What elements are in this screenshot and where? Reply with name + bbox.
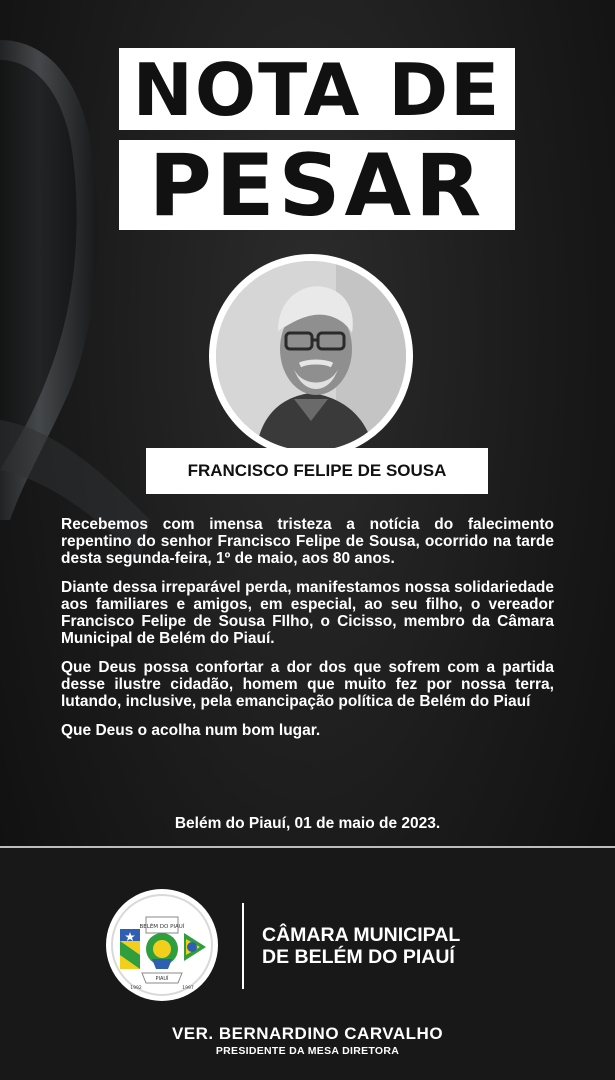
portrait-illustration <box>216 261 406 451</box>
portrait-photo <box>216 261 406 451</box>
signer-name: VER. BERNARDINO CARVALHO <box>171 1024 444 1043</box>
title-line-1: NOTA DE <box>119 48 515 130</box>
seal-text-left: 1992 <box>130 986 142 991</box>
seal-text-right: 1997 <box>182 986 194 991</box>
seal-emblem-icon <box>106 889 218 1001</box>
institution-line-2: DE BELÉM DO PIAUÍ <box>262 946 455 968</box>
institution-line-1: CÂMARA MUNICIPAL <box>262 924 461 946</box>
message-paragraph-4: Que Deus o acolha num bom lugar. <box>61 722 321 739</box>
date-line: Belém do Piauí, 01 de maio de 2023. <box>174 815 441 832</box>
municipal-seal-logo <box>106 889 218 1001</box>
deceased-name: FRANCISCO FELIPE DE SOUSA <box>146 448 488 494</box>
message-body <box>61 516 554 751</box>
message-paragraph-1: Recebemos com imensa tristeza a notícia do falecimento repentino do senhor Francisco Felipe de Sousa, ocorrido na tarde desta segunda-feira, 1º de maio, aos 80 anos. <box>61 516 554 567</box>
institution-name <box>262 924 542 968</box>
message-paragraph-2: Diante dessa irreparável perda, manifestamos nossa solidariedade aos familiares e amigos, em especial, ao seu filho, o vereador Francisco Felipe de Sousa FIlho, o Cicisso, membro da Câmara Municipal de Belém do Piauí. <box>61 579 554 647</box>
title-line-2: PESAR <box>119 140 515 230</box>
seal-text-top: BELÉM DO PIAUÍ <box>139 924 185 930</box>
signer-role: PRESIDENTE DA MESA DIRETORA <box>215 1045 400 1057</box>
message-paragraph-3: Que Deus possa confortar a dor dos que sofrem com a partida desse ilustre cidadão, homem que muito fez por nossa terra, lutando, inclusive, pela emancipação política de Belém do Piauí <box>61 659 554 710</box>
footer-vertical-divider <box>242 903 244 989</box>
seal-text-bottom: PIAUÍ <box>155 976 169 982</box>
